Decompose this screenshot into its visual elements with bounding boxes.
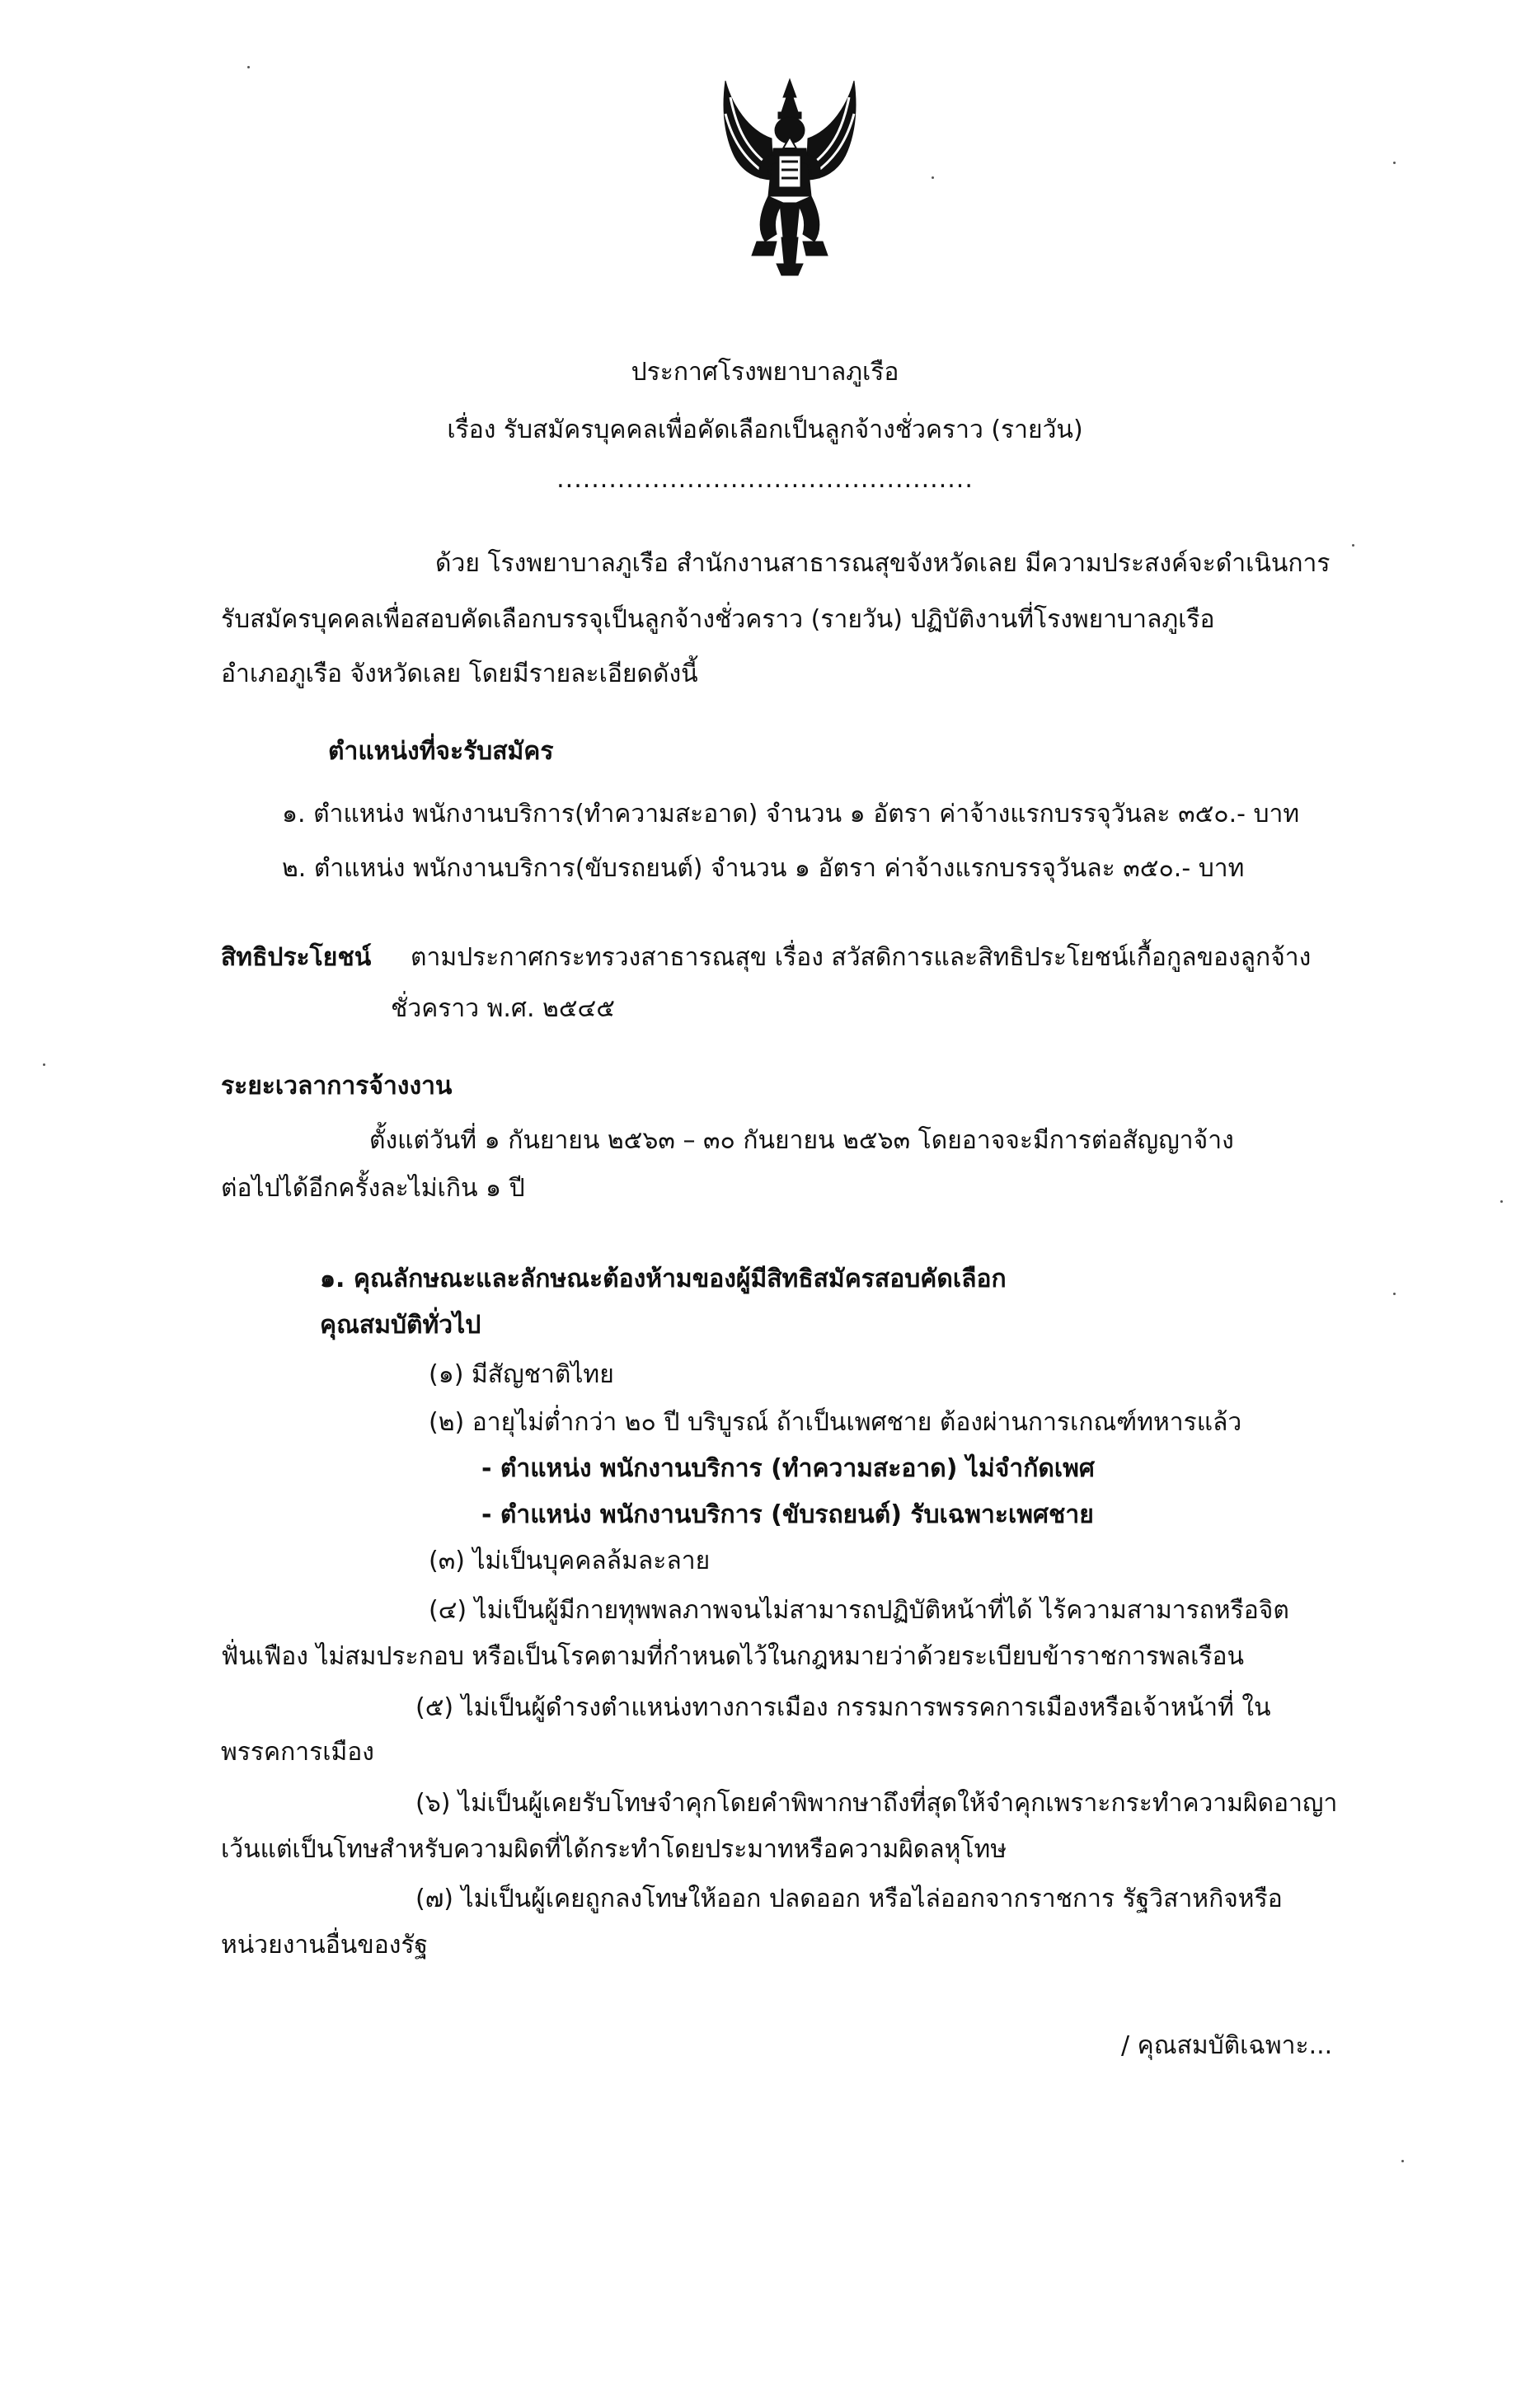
qualification-3: (๓) ไม่เป็นบุคคลล้มละลาย	[429, 1547, 711, 1575]
qualification-6-line-1: (๖) ไม่เป็นผู้เคยรับโทษจำคุกโดยคำพิพากษาถึงที่สุดให้จำคุกเพราะกระทำความผิดอาญา	[415, 1789, 1338, 1818]
scan-speck	[1352, 544, 1354, 547]
period-line-1: ตั้งแต่วันที่ ๑ กันยายน ๒๕๖๓ – ๓๐ กันยายน ๒๕๖๓ โดยอาจจะมีการต่อสัญญาจ้าง	[369, 1126, 1234, 1155]
qualification-4-line-2: ฟั่นเฟือง ไม่สมประกอบ หรือเป็นโรคตามที่กำหนดไว้ในกฎหมายว่าด้วยระเบียบข้าราชการพลเรือน	[221, 1642, 1245, 1671]
header-divider: ................................................	[556, 465, 974, 494]
intro-line-1: ด้วย โรงพยาบาลภูเรือ สำนักงานสาธารณสุขจังหวัดเลย มีความประสงค์จะดำเนินการ	[435, 549, 1331, 578]
continuation-note: / คุณสมบัติเฉพาะ...	[1121, 2031, 1333, 2060]
scan-speck	[932, 176, 934, 179]
qualification-6-line-2: เว้นแต่เป็นโทษสำหรับความผิดที่ได้กระทำโดยประมาทหรือความผิดลหุโทษ	[221, 1835, 1007, 1864]
scan-speck	[1393, 1293, 1396, 1295]
benefits-line-1: ตามประกาศกระทรวงสาธารณสุข เรื่อง สวัสดิการและสิทธิประโยชน์เกื้อกูลของลูกจ้าง	[411, 943, 1312, 972]
scan-speck	[1393, 162, 1396, 164]
garuda-emblem-icon	[707, 73, 872, 279]
period-line-2: ต่อไปได้อีกครั้งละไม่เกิน ๑ ปี	[221, 1174, 525, 1203]
document-subject: เรื่อง รับสมัครบุคคลเพื่อคัดเลือกเป็นลูกจ้างชั่วคราว (รายวัน)	[447, 415, 1083, 444]
qualification-5-line-1: (๕) ไม่เป็นผู้ดำรงตำแหน่งทางการเมือง กรรมการพรรคการเมืองหรือเจ้าหน้าที่ ใน	[415, 1693, 1271, 1722]
qualification-2b: - ตำแหน่ง พนักงานบริการ (ขับรถยนต์) รับเฉพาะเพศชาย	[481, 1500, 1094, 1529]
document-title: ประกาศโรงพยาบาลภูเรือ	[631, 358, 899, 387]
positions-heading: ตำแหน่งที่จะรับสมัคร	[328, 737, 554, 766]
qualifications-subheading: คุณสมบัติทั่วไป	[320, 1311, 481, 1340]
benefits-label: สิทธิประโยชน์	[221, 943, 372, 972]
position-item-1: ๑. ตำแหน่ง พนักงานบริการ(ทำความสะอาด) จำนวน ๑ อัตรา ค่าจ้างแรกบรรจุวันละ ๓๕๐.- บาท	[282, 800, 1300, 828]
intro-line-3: อำเภอภูเรือ จังหวัดเลย โดยมีรายละเอียดดังนี้	[221, 660, 698, 688]
benefits-line-2: ชั่วคราว พ.ศ. ๒๕๔๕	[391, 994, 615, 1023]
qualification-7-line-1: (๗) ไม่เป็นผู้เคยถูกลงโทษให้ออก ปลดออก หรือไล่ออกจากราชการ รัฐวิสาหกิจหรือ	[415, 1885, 1283, 1913]
position-item-2: ๒. ตำแหน่ง พนักงานบริการ(ขับรถยนต์) จำนวน ๑ อัตรา ค่าจ้างแรกบรรจุวันละ ๓๕๐.- บาท	[282, 854, 1245, 883]
scan-speck	[43, 1063, 45, 1066]
qualification-2: (๒) อายุไม่ต่ำกว่า ๒๐ ปี บริบูรณ์ ถ้าเป็นเพศชาย ต้องผ่านการเกณฑ์ทหารแล้ว	[429, 1408, 1242, 1437]
qualification-5-line-2: พรรคการเมือง	[221, 1738, 374, 1767]
qualification-7-line-2: หน่วยงานอื่นของรัฐ	[221, 1931, 429, 1960]
intro-line-2: รับสมัครบุคคลเพื่อสอบคัดเลือกบรรจุเป็นลูกจ้างชั่วคราว (รายวัน) ปฏิบัติงานที่โรงพยาบาลภูเรือ	[221, 605, 1215, 634]
qualification-1: (๑) มีสัญชาติไทย	[429, 1360, 614, 1389]
scan-speck	[1401, 2160, 1404, 2162]
qualifications-heading: ๑. คุณลักษณะและลักษณะต้องห้ามของผู้มีสิทธิสมัครสอบคัดเลือก	[320, 1265, 1007, 1293]
qualification-4-line-1: (๔) ไม่เป็นผู้มีกายทุพพลภาพจนไม่สามารถปฏิบัติหน้าที่ได้ ไร้ความสามารถหรือจิต	[429, 1596, 1289, 1625]
period-heading: ระยะเวลาการจ้างงาน	[221, 1072, 453, 1101]
scan-speck	[1500, 1200, 1503, 1203]
scan-speck	[247, 66, 250, 68]
qualification-2a: - ตำแหน่ง พนักงานบริการ (ทำความสะอาด) ไม่จำกัดเพศ	[481, 1454, 1095, 1483]
